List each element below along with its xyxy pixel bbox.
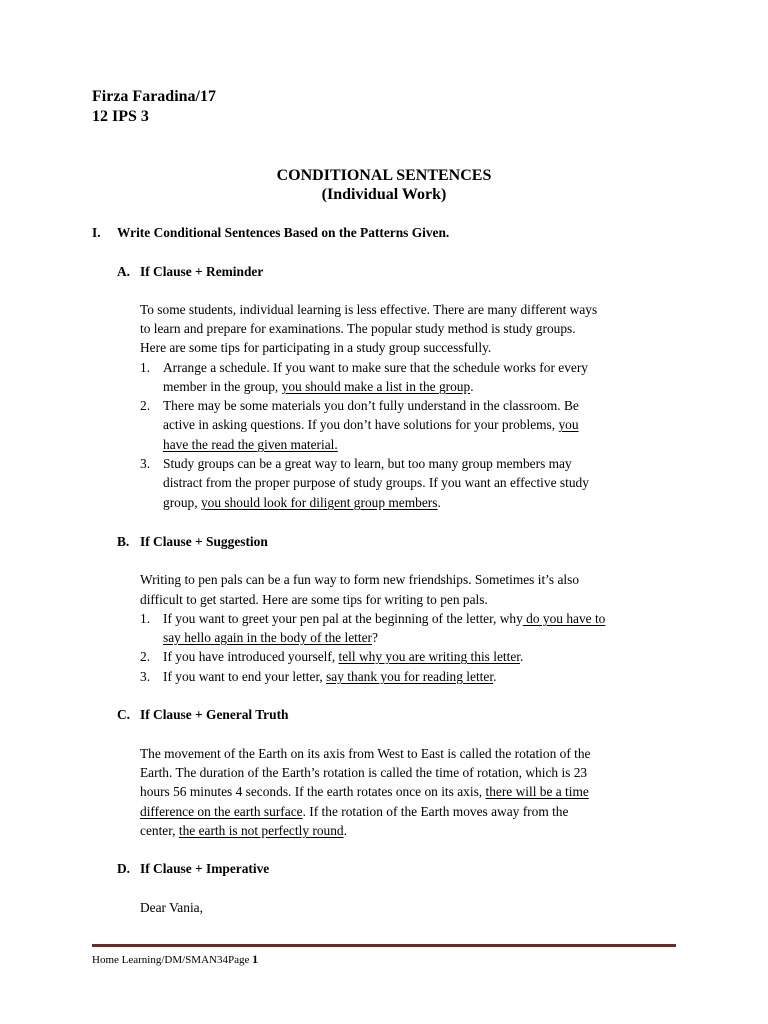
student-name: Firza Faradina/17 [92,88,216,105]
part-a-marker: A. [117,264,131,279]
part-b-heading: If Clause + Suggestion [140,534,268,549]
part-c-line: The movement of the Earth on its axis from West to East is called the rotation of the [140,746,591,761]
list-item-number: 2. [140,398,151,413]
part-c-heading: If Clause + General Truth [140,707,289,722]
list-item-text: If you want to end your letter, say thank you for reading letter. [163,669,497,684]
page-footer: Home Learning/DM/SMAN34Page 1 [92,952,259,966]
part-c-line: difference on the earth surface. If the rotation of the Earth moves away from the [140,804,569,819]
part-c-line: Earth. The duration of the Earth’s rotation is called the time of rotation, which is 23 [140,765,588,780]
footer-divider [92,944,676,947]
part-c-marker: C. [117,707,131,722]
underlined-answer: the earth is not perfectly round [178,823,344,838]
section-heading: Write Conditional Sentences Based on the Patterns Given. [117,225,450,240]
underlined-answer: you [558,417,579,432]
list-item-number: 1. [140,611,151,626]
list-item-text: distract from the proper purpose of study groups. If you want an effective study [163,475,589,490]
part-a-heading: If Clause + Reminder [140,264,264,279]
underlined-answer: you should make a list in the group [281,379,471,394]
part-b-intro-line: Writing to pen pals can be a fun way to form new friendships. Sometimes it’s also [140,572,580,587]
list-item-text: Arrange a schedule. If you want to make sure that the schedule works for every [163,360,588,375]
underlined-answer: difference on the earth surface [140,804,303,819]
list-item-text: Study groups can be a great way to learn, but too many group members may [163,456,572,471]
part-a-intro-line: To some students, individual learning is less effective. There are many different ways [140,302,598,317]
underlined-answer: say thank you for reading letter [326,669,494,684]
section-marker: I. [92,225,101,240]
underlined-answer: there will be a time [485,784,589,799]
part-c-line: hours 56 minutes 4 seconds. If the earth rotates once on its axis, there will be a time [140,784,589,799]
part-a-intro-line: Here are some tips for participating in a study group successfully. [140,340,492,355]
list-item-text: say hello again in the body of the letter? [163,630,378,645]
list-item-number: 2. [140,649,151,664]
page-subtitle: (Individual Work) [321,186,447,203]
list-item-number: 1. [140,360,151,375]
page-number: 1 [252,952,259,966]
part-a-intro-line: to learn and prepare for examinations. The popular study method is study groups. [140,321,576,336]
letter-salutation: Dear Vania, [140,900,203,915]
list-item-text: group, you should look for diligent group members. [163,495,441,510]
list-item-number: 3. [140,669,151,684]
list-item-text: active in asking questions. If you don’t have solutions for your problems, you [163,417,579,432]
underlined-answer: have the read the given material. [163,437,338,452]
part-d-heading: If Clause + Imperative [140,861,270,876]
part-c-line: center, the earth is not perfectly round. [140,823,347,838]
list-item-text: There may be some materials you don’t fully understand in the classroom. Be [163,398,579,413]
part-b-intro-line: difficult to get started. Here are some tips for writing to pen pals. [140,592,488,607]
underlined-answer: you should look for diligent group members [200,495,438,510]
underlined-answer: tell why you are writing this letter [338,649,520,664]
part-b-marker: B. [117,534,130,549]
list-item-text: If you have introduced yourself, tell why you are writing this letter. [163,649,524,664]
list-item-number: 3. [140,456,151,471]
page-title: CONDITIONAL SENTENCES [276,167,492,184]
list-item-text [163,437,338,453]
list-item-text: If you want to greet your pen pal at the beginning of the letter, why do you have to [163,611,606,626]
part-d-marker: D. [117,861,131,876]
underlined-answer: say hello again in the body of the letter [163,630,372,645]
student-class: 12 IPS 3 [92,108,149,125]
underlined-answer: do you have to [522,611,606,626]
list-item-text: member in the group, you should make a list in the group. [163,379,474,394]
